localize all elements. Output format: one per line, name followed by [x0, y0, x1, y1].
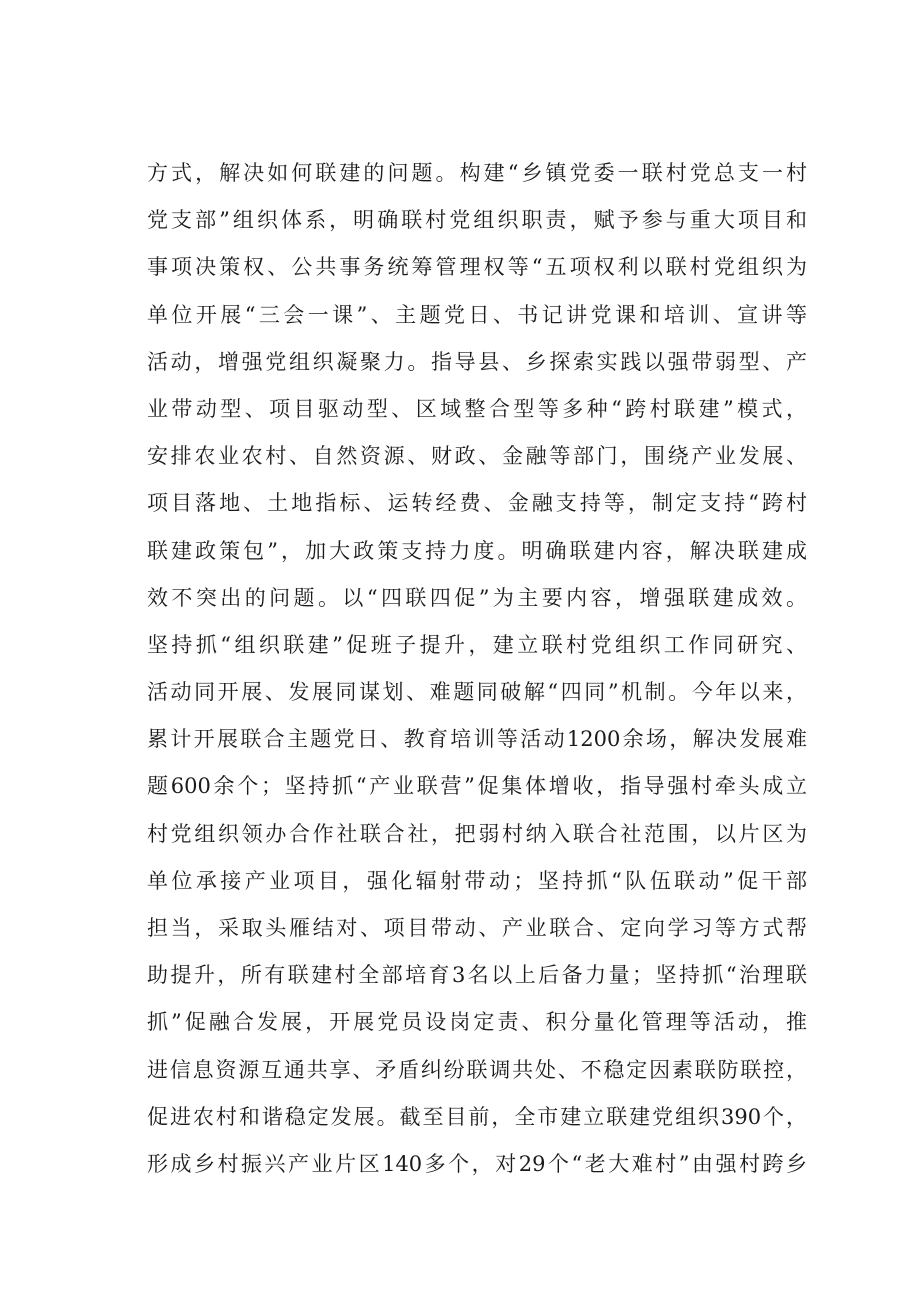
body-paragraph	[147, 150, 807, 1188]
text-line: 抓”促融合发展，开展党员设岗定责、积分量化管理等活动，推	[147, 1010, 807, 1035]
text-line: 助提升，所有联建村全部培育3名以上后备力量；坚持抓“治理联	[147, 963, 807, 988]
text-line: 单位开展“三会一课”、主题党日、书记讲党课和培训、宣讲等	[147, 302, 807, 327]
text-line: 活动同开展、发展同谋划、难题同破解“四同”机制。今年以来，	[147, 680, 807, 705]
text-line: 进信息资源互通共享、矛盾纠纷联调共处、不稳定因素联防联控，	[147, 1057, 807, 1082]
text-line: 担当，采取头雁结对、项目带动、产业联合、定向学习等方式帮	[147, 916, 807, 940]
text-line: 活动，增强党组织凝聚力。指导县、乡探索实践以强带弱型、产	[147, 349, 807, 374]
text-line: 形成乡村振兴产业片区140多个，对29个“老大难村”由强村跨乡	[147, 1151, 807, 1176]
text-line: 方式，解决如何联建的问题。构建“乡镇党委一联村党总支一村	[147, 161, 807, 185]
text-line: 累计开展联合主题党日、教育培训等活动1200余场，解决发展难	[147, 727, 807, 752]
text-line: 坚持抓“组织联建”促班子提升，建立联村党组织工作同研究、	[147, 632, 807, 657]
text-line: 联建政策包”，加大政策支持力度。明确联建内容，解决联建成	[147, 538, 807, 563]
text-line: 党支部”组织体系，明确联村党组织职责，赋予参与重大项目和	[147, 208, 807, 233]
text-line: 单位承接产业项目，强化辐射带动；坚持抓“队伍联动”促干部	[147, 868, 807, 893]
text-line: 安排农业农村、自然资源、财政、金融等部门，围绕产业发展、	[147, 444, 807, 469]
text-line: 项目落地、土地指标、运转经费、金融支持等，制定支持“跨村	[147, 491, 807, 516]
text-line: 村党组织领办合作社联合社，把弱村纳入联合社范围，以片区为	[147, 821, 807, 846]
text-line: 促进农村和谐稳定发展。截至目前，全市建立联建党组织390个，	[147, 1104, 807, 1129]
text-line: 业带动型、项目驱动型、区域整合型等多种“跨村联建”模式，	[147, 396, 807, 421]
text-line: 效不突出的问题。以“四联四促”为主要内容，增强联建成效。	[147, 585, 807, 610]
text-line: 事项决策权、公共事务统筹管理权等“五项权利以联村党组织为	[147, 255, 807, 280]
text-line: 题600余个；坚持抓“产业联营”促集体增收，指导强村牵头成立	[147, 774, 807, 799]
